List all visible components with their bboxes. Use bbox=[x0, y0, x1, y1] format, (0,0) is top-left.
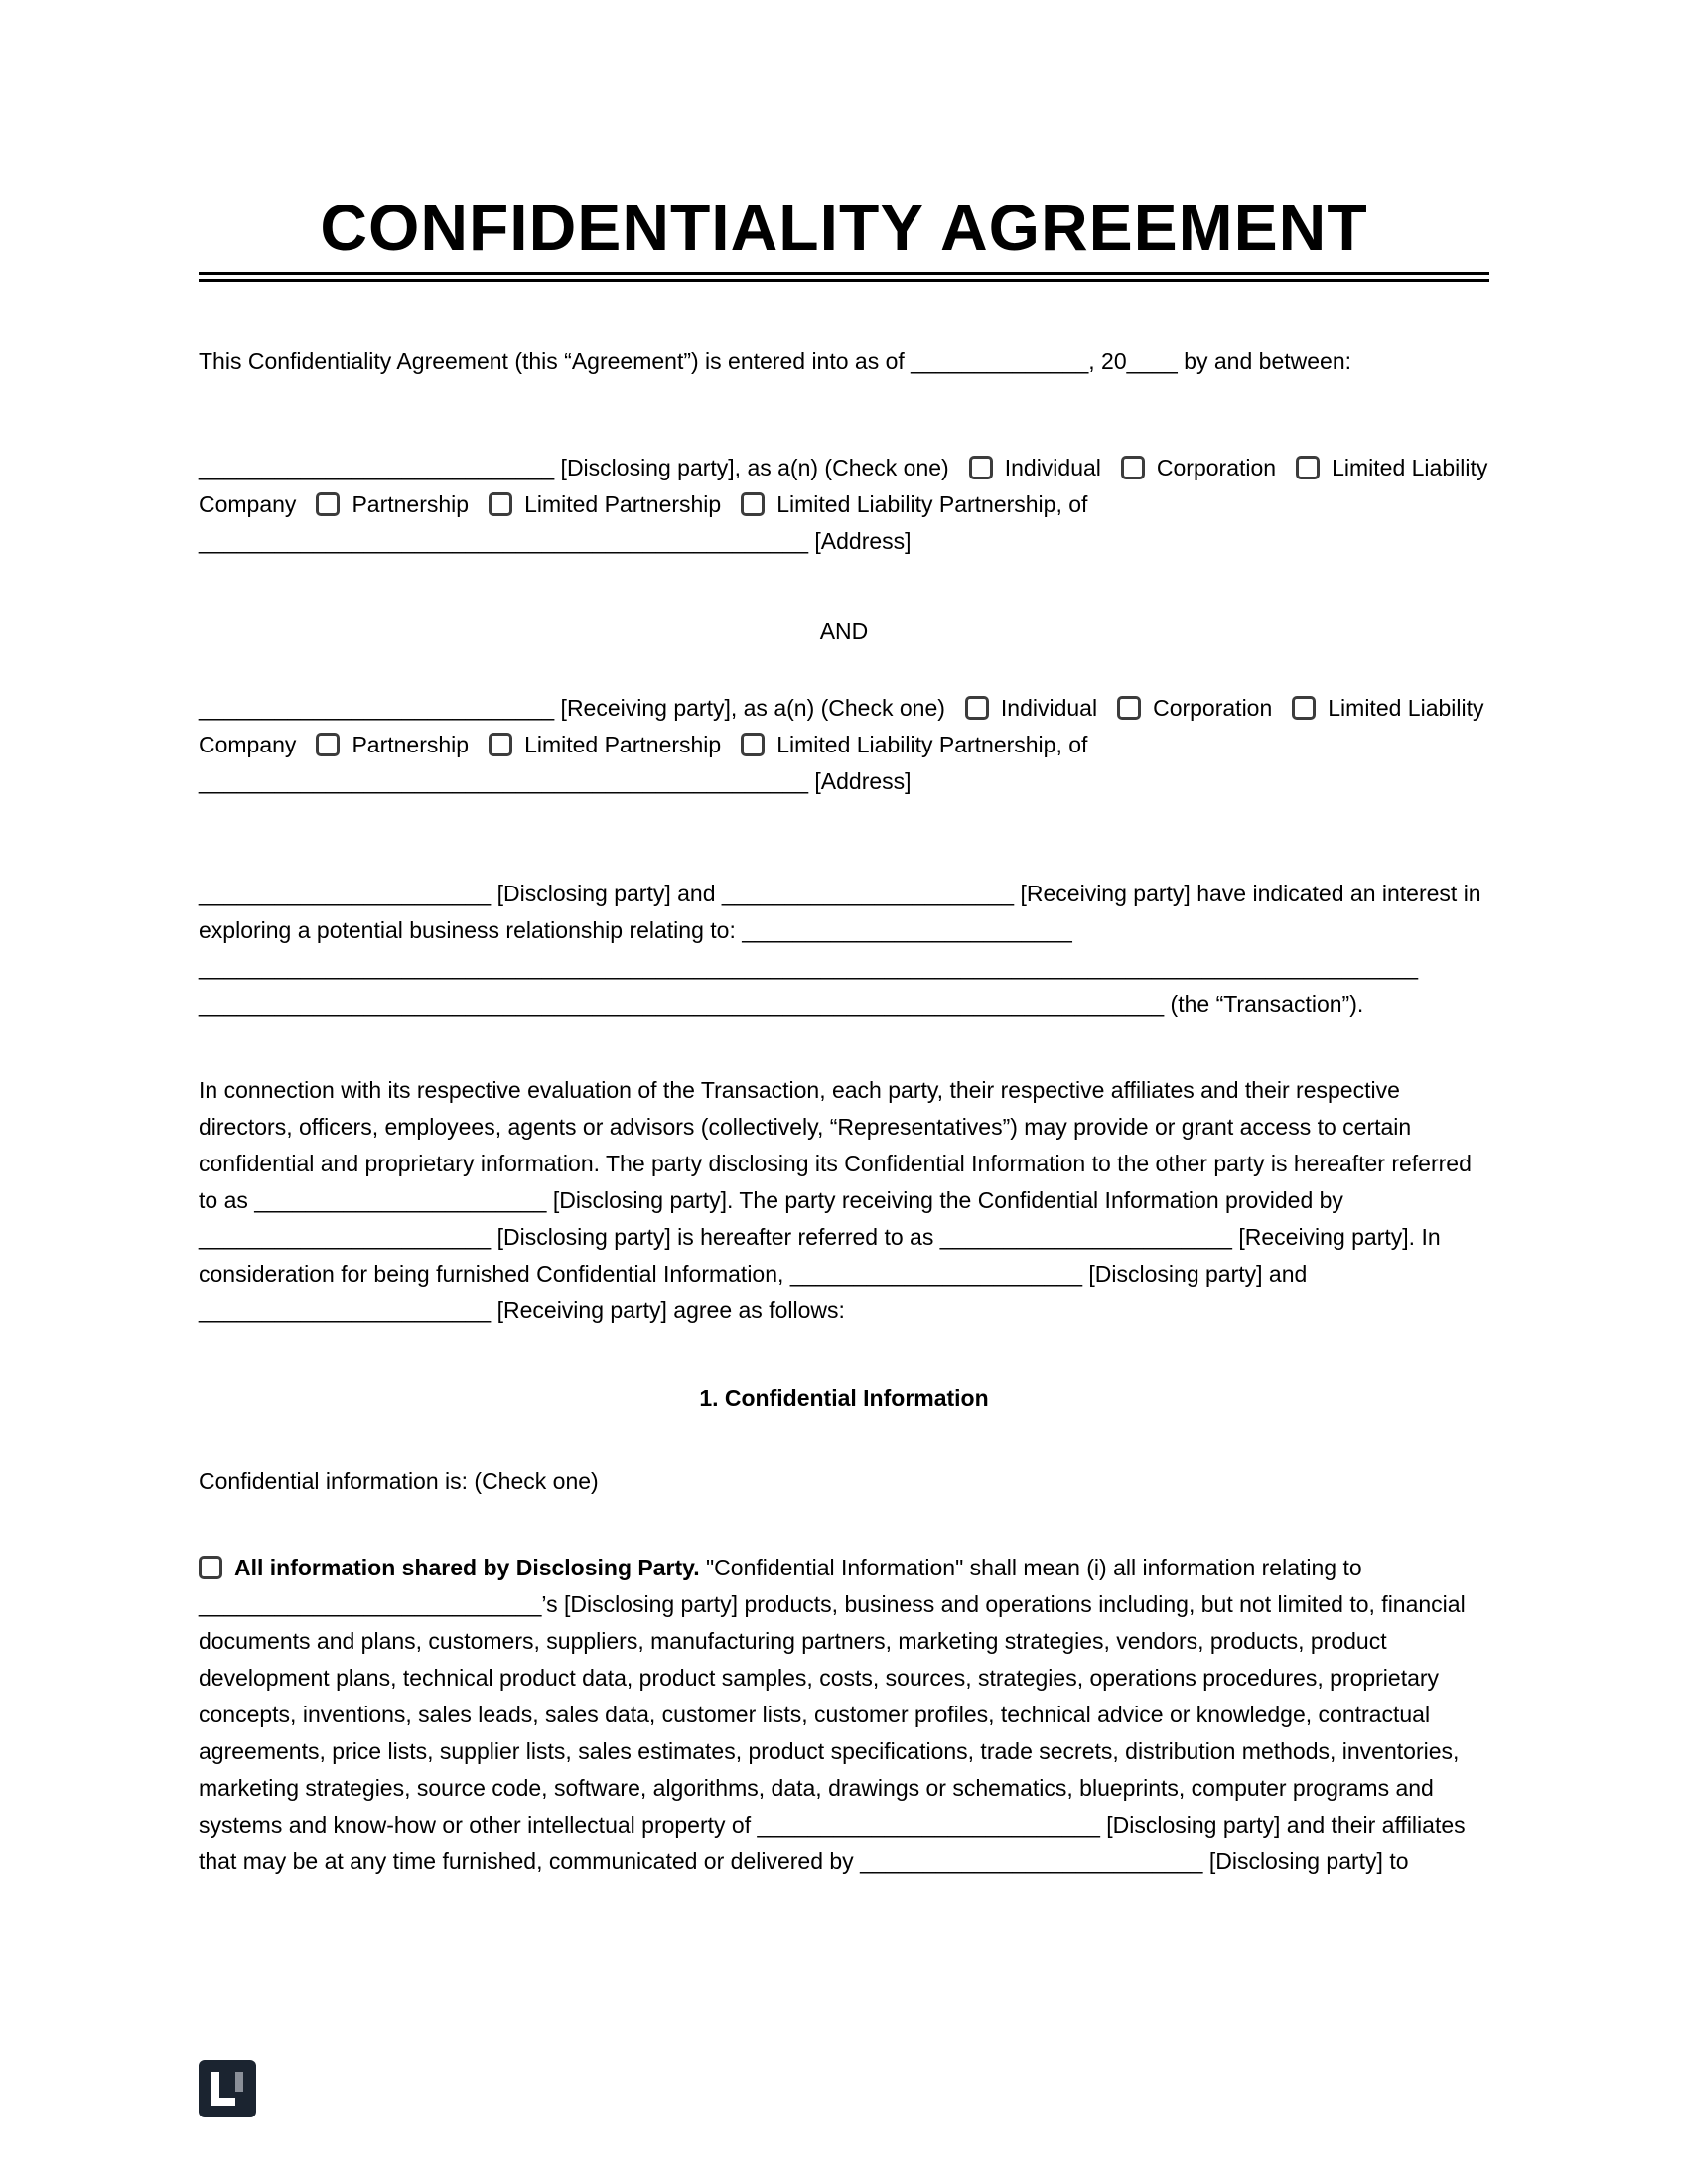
legaltemplates-logo bbox=[199, 2060, 256, 2117]
disclosing-limited-liability-partnership-checkbox[interactable] bbox=[741, 492, 765, 516]
receiving-limited-partnership-label: Limited Partnership bbox=[524, 732, 722, 757]
evaluation-text-4: [Receiving party]. In consideration for being furnished Confidential Information, bbox=[199, 1224, 1441, 1287]
receiving-corporation-label: Corporation bbox=[1153, 695, 1273, 721]
receiving-party-clause bbox=[199, 690, 1489, 800]
check-one-line: Confidential information is: (Check one) bbox=[199, 1468, 599, 1494]
disclosing-limited-partnership-label: Limited Partnership bbox=[524, 491, 722, 517]
intro-text-1: This Confidentiality Agreement (this “Agreement”) is entered into as of bbox=[199, 348, 912, 374]
effective-date-blank[interactable]: ______________ bbox=[911, 348, 1089, 374]
all-information-shared-checkbox[interactable] bbox=[199, 1556, 222, 1579]
receiving-address-prefix: , of bbox=[1055, 732, 1088, 757]
disclosing-address-prefix: , of bbox=[1055, 491, 1088, 517]
relationship-text-2: [Receiving party] have indicated an interest in exploring a potential business relationship relating to: bbox=[199, 881, 1481, 943]
transaction-description-blank-3[interactable]: ____________________________________________________________________________ bbox=[199, 991, 1165, 1017]
all-information-disclosing-blank-1[interactable]: ___________________________ bbox=[199, 1591, 542, 1617]
all-information-text-1: "Confidential Information" shall mean (i) all information relating to bbox=[699, 1555, 1362, 1580]
disclosing-party-name-blank[interactable]: ____________________________ bbox=[199, 455, 555, 480]
receiving-llp-label: Limited Liability Partnership bbox=[776, 732, 1056, 757]
disclosing-address-label: [Address] bbox=[808, 528, 912, 554]
receiving-corporation-checkbox[interactable] bbox=[1117, 696, 1141, 720]
evaluation-text-6: [Receiving party] agree as follows: bbox=[491, 1297, 845, 1323]
and-separator: AND bbox=[819, 618, 869, 644]
receiving-party-label: [Receiving party], as a(n) (Check one) bbox=[554, 695, 945, 721]
receiving-limited-liability-partnership-checkbox[interactable] bbox=[741, 733, 765, 756]
relationship-text-1: [Disclosing party] and bbox=[491, 881, 722, 906]
effective-year-blank[interactable]: ____ bbox=[1126, 348, 1178, 374]
all-information-clause bbox=[199, 1550, 1489, 1880]
disclosing-individual-checkbox[interactable] bbox=[969, 456, 993, 479]
logo-accent-bar-icon bbox=[235, 2072, 243, 2092]
receiving-name-blank[interactable]: _______________________ bbox=[721, 881, 1015, 906]
intro-paragraph bbox=[199, 343, 1489, 380]
disclosing-name-blank[interactable]: _______________________ bbox=[199, 881, 492, 906]
transaction-description-blank-2[interactable]: ________________________________________________________________________________________________ bbox=[199, 954, 1418, 980]
evaluation-text-3: [Disclosing party] is hereafter referred to as bbox=[491, 1224, 940, 1250]
disclosing-corporation-label: Corporation bbox=[1156, 455, 1277, 480]
evaluation-disclosing-blank-1[interactable]: _______________________ bbox=[254, 1187, 547, 1213]
disclosing-party-label: [Disclosing party], as a(n) (Check one) bbox=[554, 455, 949, 480]
receiving-address-blank[interactable]: ________________________________________________ bbox=[199, 768, 808, 794]
disclosing-limited-liability-company-checkbox[interactable] bbox=[1296, 456, 1320, 479]
evaluation-text-1: In connection with its respective evaluation of the Transaction, each party, their respective affiliates and their respective directors, officers, employees, agents or advisors (collectively, “Representatives”) may provide or grant access to certain confidential and proprietary information. The party disclosing its Confidential Information to the other party is hereafter referred to as bbox=[199, 1077, 1472, 1213]
intro-text-2: , 20 bbox=[1088, 348, 1127, 374]
intro-text-3: by and between: bbox=[1177, 348, 1351, 374]
evaluation-disclosing-blank-3[interactable]: _______________________ bbox=[789, 1261, 1083, 1287]
evaluation-text-5: [Disclosing party] and bbox=[1082, 1261, 1308, 1287]
receiving-individual-checkbox[interactable] bbox=[965, 696, 989, 720]
disclosing-partnership-checkbox[interactable] bbox=[316, 492, 340, 516]
receiving-partnership-label: Partnership bbox=[352, 732, 470, 757]
evaluation-receiving-blank-2[interactable]: _______________________ bbox=[199, 1297, 492, 1323]
evaluation-receiving-blank-1[interactable]: _______________________ bbox=[939, 1224, 1232, 1250]
receiving-partnership-checkbox[interactable] bbox=[316, 733, 340, 756]
disclosing-partnership-label: Partnership bbox=[352, 491, 470, 517]
all-information-text-4: [Disclosing party] to bbox=[1202, 1848, 1409, 1874]
evaluation-paragraph bbox=[199, 1072, 1489, 1329]
disclosing-llc-label: Limited Liability Company bbox=[199, 455, 1488, 517]
all-information-text-3: [Disclosing party] and their affiliates that may be at any time furnished, communicated or delivered by bbox=[199, 1812, 1466, 1874]
disclosing-limited-partnership-checkbox[interactable] bbox=[489, 492, 512, 516]
disclosing-corporation-checkbox[interactable] bbox=[1121, 456, 1145, 479]
evaluation-disclosing-blank-2[interactable]: _______________________ bbox=[199, 1224, 492, 1250]
all-information-disclosing-blank-3[interactable]: ___________________________ bbox=[860, 1848, 1203, 1874]
evaluation-text-2: [Disclosing party]. The party receiving the Confidential Information provided by bbox=[546, 1187, 1343, 1213]
disclosing-individual-label: Individual bbox=[1004, 455, 1101, 480]
receiving-address-label: [Address] bbox=[808, 768, 912, 794]
disclosing-party-clause bbox=[199, 450, 1489, 560]
logo-l-icon bbox=[211, 2072, 235, 2106]
all-information-title: All information shared by Disclosing Party. bbox=[234, 1555, 700, 1580]
relationship-paragraph bbox=[199, 876, 1489, 1023]
document-title: CONFIDENTIALITY AGREEMENT bbox=[199, 195, 1489, 282]
receiving-individual-label: Individual bbox=[1000, 695, 1098, 721]
receiving-llc-label: Limited Liability Company bbox=[199, 695, 1484, 757]
all-information-text-2: ’s [Disclosing party] products, business and operations including, but not limited to, financial documents and plans, customers, suppliers, manufacturing partners, marketing strategies, vendors, products, product development plans, technical product data, product samples, costs, sources, strategies, operations procedures, proprietary concepts, inventions, sales leads, sales data, customer lists, customer profiles, technical advice or knowledge, contractual agreements, price lists, supplier lists, sales estimates, product specifications, trade secrets, distribution methods, inventories, marketing strategies, source code, software, algorithms, data, drawings or schematics, blueprints, computer programs and systems and know-how or other intellectual property of bbox=[199, 1591, 1466, 1838]
receiving-party-name-blank[interactable]: ____________________________ bbox=[199, 695, 555, 721]
relationship-text-3: (the “Transaction”). bbox=[1164, 991, 1364, 1017]
all-information-disclosing-blank-2[interactable]: ___________________________ bbox=[757, 1812, 1100, 1838]
receiving-limited-partnership-checkbox[interactable] bbox=[489, 733, 512, 756]
transaction-description-blank-1[interactable]: __________________________ bbox=[742, 917, 1072, 943]
section-1-heading: 1. Confidential Information bbox=[699, 1385, 989, 1411]
disclosing-llp-label: Limited Liability Partnership bbox=[776, 491, 1056, 517]
disclosing-address-blank[interactable]: ________________________________________________ bbox=[199, 528, 808, 554]
receiving-limited-liability-company-checkbox[interactable] bbox=[1292, 696, 1316, 720]
